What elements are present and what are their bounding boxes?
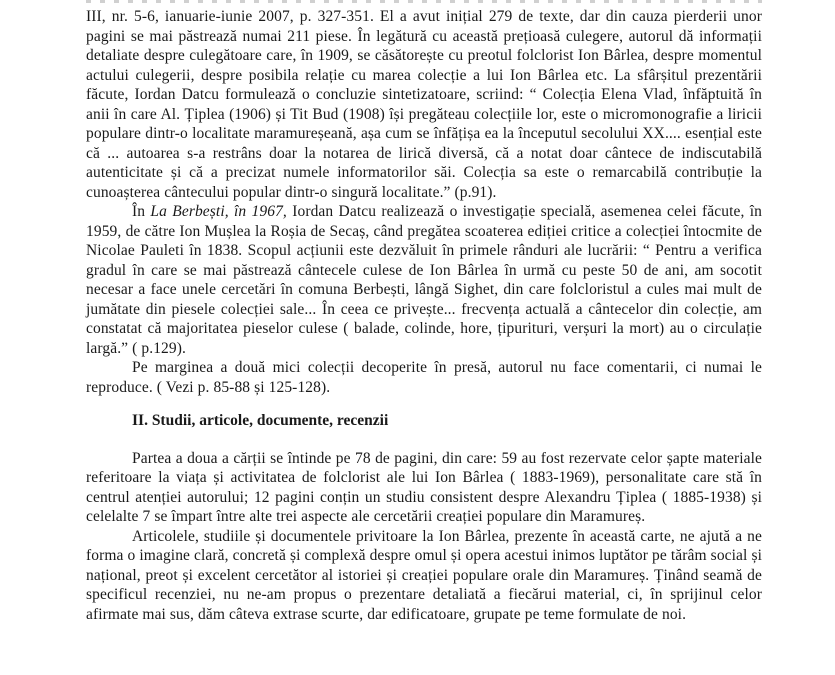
text-segment: Pe marginea a două mici colecții decoperite în presă, autorul nu face comentarii, ci numai le reproduce. ( Vezi p. 85-88 și 125-128). xyxy=(86,359,762,396)
text-segment: Partea a doua a cărții se întinde pe 78 de pagini, din care: 59 au fost rezervate celor șapte materiale referitoare la viața și activitatea de folclorist ale lui Ion Bârlea ( 1883-1969), personalitate care stă în centrul atenției autorului; 12 pagini conțin un studiu consistent despre Alexandru Țiplea ( 1885-1938) și celelalte 7 se împart între alte trei aspecte ale cercetării creației populare din Maramureș. xyxy=(86,449,762,525)
text-segment: Articolele, studiile și documentele privitoare la Ion Bârlea, prezente în această carte, ne ajută a ne forma o imagine clară, concretă și complexă despre omul și opera acestui inimos luptător pe tărâm social și național, preot și excelent cercetător al istoriei și creației populare orale din Maramureș. Ținând seamă de specificul recenziei, nu ne-am propus o prezentare detaliată a fiecărui material, ci, în sprijinul celor afirmate mai sus, dăm câteva extrase scurte, dar edificatoare, grupate pe teme formulate de noi. xyxy=(86,527,762,623)
italic-title-text: La Berbești, în 1967, xyxy=(150,203,287,220)
text-segment: III, nr. 5-6, ianuarie-iunie 2007, p. 327-351. El a avut inițial 279 de texte, dar din cauza pierderii unor pagini se mai păstrează numai 211 piese. În legătură cu această prețioasă culegere, autorul dă informații detaliate despre culegătoare care, în 1909, se căsătorește cu preotul folclorist Ion Bârlea, despre momentul actului culegerii, despre posibila relație cu marea colecție a lui Ion Bârlea etc. La sfârșitul prezentării făcute, Iordan Datcu formulează o concluzie sintetizatoare, scriind: “ Colecția Elena Vlad, înfăptuită în anii în care Al. Țiplea (1906) și Tit Bud (1908) își pregăteau colecțiile lor, este o micromonografie a liricii populare dintr-o localitate maramureșeană, așa cum se înfățișa ea la începutul secolului XX.... esențial este că ... autoarea s-a restrâns doar la notarea de lirică diversă, că a notat doar cântece de indiscutabilă autenticitate și că a precizat numele informatorilor săi. Colecția sa este o remarcabilă contribuție la cunoașterea cântecului popular dintr-o singură localitate.” (p.91). xyxy=(86,8,762,201)
section-heading-studii xyxy=(86,411,762,431)
text-segment: În xyxy=(132,203,151,220)
paragraph-elena-vlad-collection xyxy=(86,7,762,202)
document-body xyxy=(86,7,762,624)
text-segment: Iordan Datcu realizează o investigație specială, asemenea celei făcute, în 1959, de către Ion Mușlea la Roșia de Secaș, când pregătea scoaterea ediției critice a colecției întocmite de Nicolae Pauleti în 1838. Scopul acțiunii este dezvăluit în primele rânduri ale lucrării: “ Pentru a verifica gradul în care se mai păstrează cântecele culese de Ion Bârlea în urmă cu peste 50 de ani, am socotit necesar a face unele cercetări în comuna Berbești, lângă Sighet, din care folcloristul a cules mai mult de jumătate din piesele colecției sale... În ceea ce privește... frecvența actuală a cântecelor din colecție, am constatat că majoritatea pieselor culese ( balade, colinde, hore, țipurituri, verșuri la mort) au o circulație largă.” ( p.129). xyxy=(86,203,762,357)
paragraph-la-berbesti-1967 xyxy=(86,202,762,358)
paragraph-part-two-overview xyxy=(86,449,762,527)
paragraph-press-collections xyxy=(86,358,762,397)
clipped-previous-line-artifact xyxy=(86,0,762,3)
paragraph-articles-documents xyxy=(86,527,762,625)
text-segment: II. Studii, articole, documente, recenzii xyxy=(132,412,389,429)
